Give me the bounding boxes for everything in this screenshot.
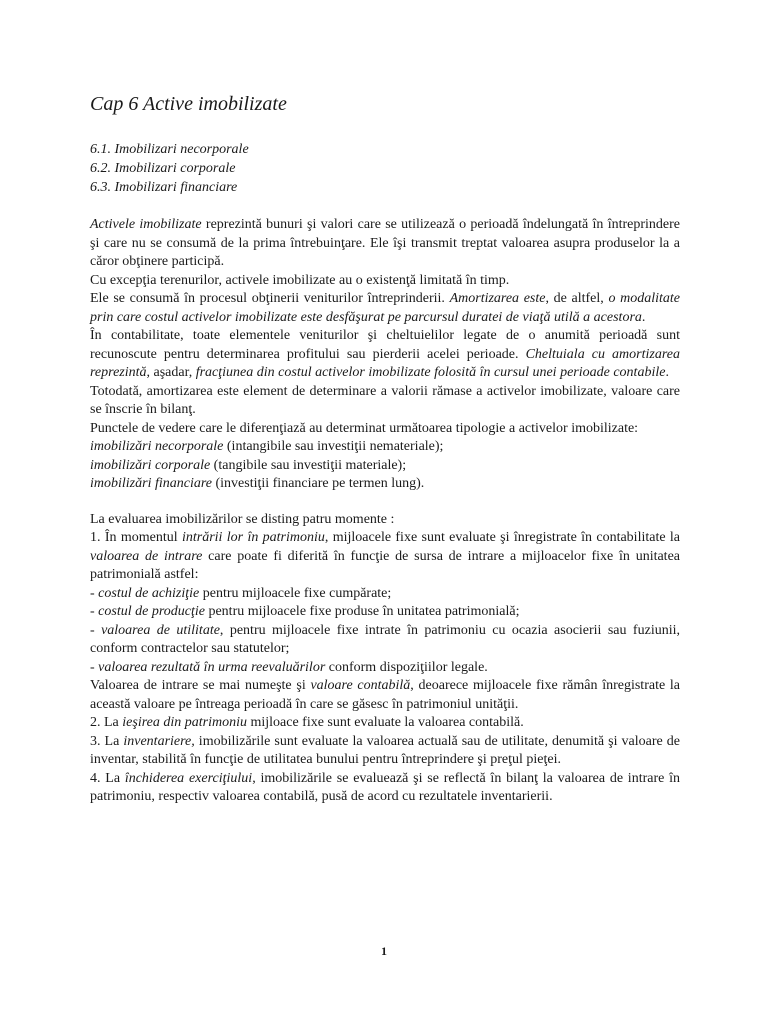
paragraph-moment-1: 1. În momentul intrării lor în patrimoniu, mijloacele fixe sunt evaluate şi înregistrate în contabilitate la valoarea de intrare care poate fi diferită în funcţie de sursa de intrare a mijloacelor fixe în unitatea patrimonială astfel: (90, 530, 681, 582)
list-item-cost-3: - valoarea de utilitate, pentru mijloacele fixe intrate în patrimoniu cu ocazia asocierii sau fuziunii, conform contractelor sau statutelor; (90, 622, 680, 656)
list-item-cost-2: - costul de producţie pentru mijloacele fixe produse în unitatea patrimonială; (90, 604, 520, 619)
section-item-6-2: 6.2. Imobilizari corporale (90, 161, 236, 176)
term-active-imobilizate: Activele imobilizate (90, 217, 202, 232)
page-number: 1 (381, 944, 387, 958)
paragraph-moment-4: 4. La închiderea exerciţiului, imobilizările se evaluează şi se reflectă în bilanţ la valoarea de intrare în patrimoniu, respectiv valoarea contabilă, pusă de acord cu rezultatele inventarierii. (90, 770, 680, 804)
paragraph-definition: Activele imobilizate reprezintă bunuri şi valori care se utilizează o perioadă îndelungată în întreprindere şi care nu se consumă de la prima întrebuinţare. Ele îşi transmit treptat valoarea asupra produselor la a căror obţinere participă. (90, 217, 681, 269)
paragraph-book-value: Valoarea de intrare se mai numeşte şi valoare contabilă, deoarece mijloacele fixe rămân înregistrate la această valoare pe întreaga perioadă în care se găsesc în patrimoniul unităţii. (90, 678, 680, 712)
section-item-6-1: 6.1. Imobilizari necorporale (90, 142, 249, 157)
paragraph-typology-intro: Punctele de vedere care le diferenţiază au determinat următoarea tipologie a activelor imobilizate: (90, 420, 639, 436)
list-item-cost-4: - valoarea rezultată în urma reevaluărilor conform dispoziţiilor legale. (90, 659, 488, 675)
section-list (90, 140, 680, 197)
paragraph-moment-2: 2. La ieşirea din patrimoniu mijloace fixe sunt evaluate la valoarea contabilă. (90, 715, 524, 730)
list-item-type-2: imobilizări corporale (tangibile sau investiţii materiale); (90, 457, 407, 473)
paragraph-evaluation-intro: La evaluarea imobilizărilor se disting patru momente : (90, 511, 395, 527)
list-item-type-3: imobilizări financiare (investiţii financiare pe termen lung). (90, 476, 425, 491)
paragraph-land-exception: Cu excepţia terenurilor, activele imobilizate au o existenţă limitată în timp. (90, 272, 510, 288)
section-item-6-3: 6.3. Imobilizari financiare (90, 180, 238, 195)
chapter-title: Cap 6 Active imobilizate (90, 93, 287, 115)
list-item-cost-1: - costul de achiziţie pentru mijloacele fixe cumpărate; (90, 585, 392, 601)
paragraph-moment-3: 3. La inventariere, imobilizările sunt evaluate la valoarea actuală sau de utilitate, denumită şi valoare de inventar, stabilită în funcţie de utilitatea bunului pentru întreprindere şi preţul pieţei. (90, 733, 680, 767)
paragraph-amortization: Ele se consumă în procesul obţinerii veniturilor întreprinderii. Amortizarea este, de altfel, o modalitate prin care costul activelor imobilizate este desfăşurat pe parcursul duratei de viaţă utilă a acestora. (90, 291, 680, 325)
paragraph-residual-value: Totodată, amortizarea este element de determinare a valorii rămase a activelor imobilizate, valoare care se înscrie în bilanţ. (90, 383, 680, 417)
document-page (90, 90, 680, 807)
paragraph-accounting: În contabilitate, toate elementele veniturilor şi cheltuielilor legate de o anumită perioadă sunt recunoscute pentru determinarea profitului sau pierderii acelei perioade. Cheltuiala cu amortizarea reprezintă, aşadar, fracţiunea din costul activelor imobilizate folosită în cursul unei perioade contabile. (90, 328, 680, 380)
list-item-type-1: imobilizări necorporale (intangibile sau investiţii nemateriale); (90, 439, 444, 454)
